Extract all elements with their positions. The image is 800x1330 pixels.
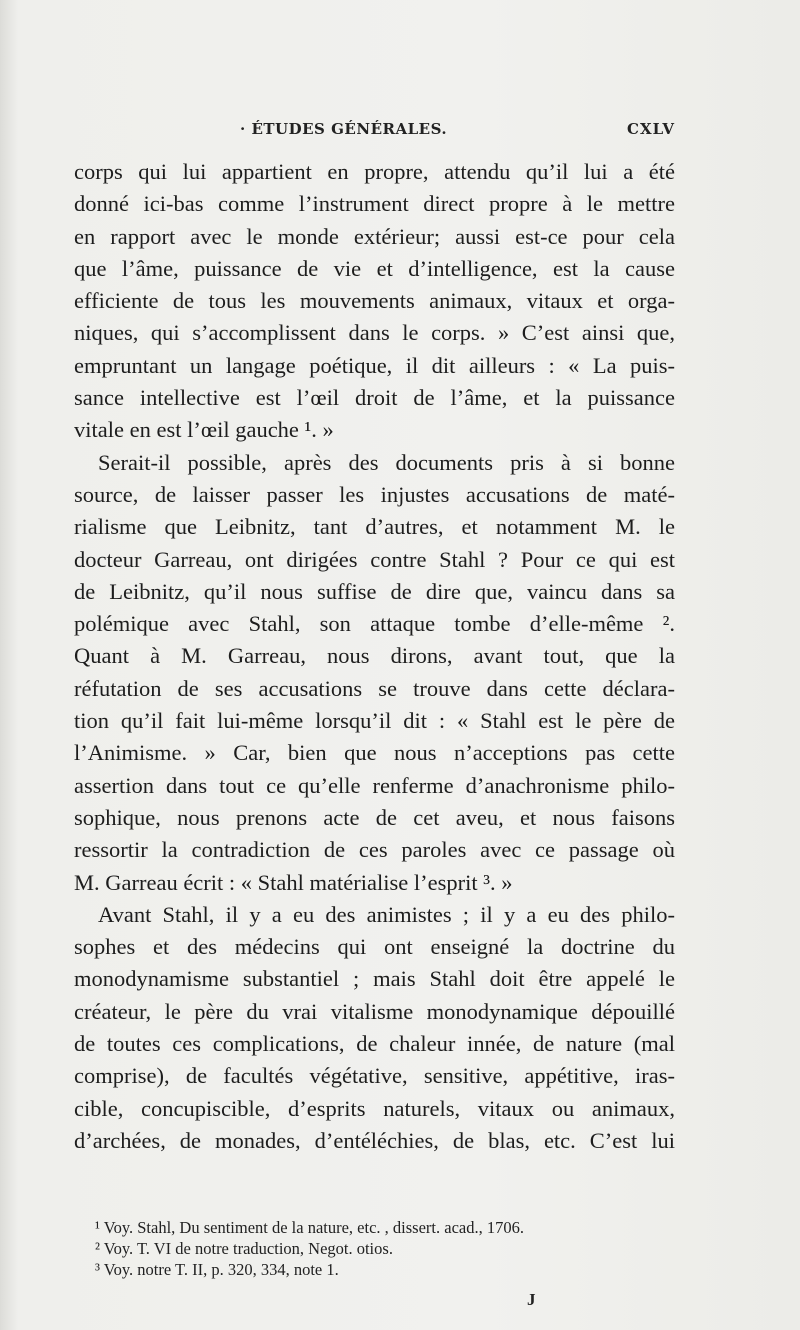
text-line: l’Animisme. » Car, bien que nous n’acceptions pas cette — [74, 740, 675, 766]
text-line: M. Garreau écrit : « Stahl matérialise l’esprit ³. » — [74, 869, 513, 895]
text-line: de toutes ces complications, de chaleur innée, de nature (mal — [74, 1031, 675, 1057]
text-line: niques, qui s’accomplissent dans le corps. » C’est ainsi que, — [74, 320, 675, 346]
text-line: réfutation de ses accusations se trouve dans cette déclara- — [74, 675, 675, 701]
text-line: sophes et des médecins qui ont enseigné la doctrine du — [74, 934, 675, 960]
text-line: empruntant un langage poétique, il dit ailleurs : « La puis- — [74, 352, 675, 378]
text-line: polémique avec Stahl, son attaque tombe d’elle-même ². — [74, 611, 675, 637]
text-line: en rapport avec le monde extérieur; aussi est-ce pour cela — [74, 223, 675, 249]
text-line: sophique, nous prenons acte de cet aveu, et nous faisons — [74, 804, 675, 830]
text-line: de Leibnitz, qu’il nous suffise de dire que, vaincu dans sa — [74, 578, 675, 604]
text-line: rialisme que Leibnitz, tant d’autres, et notamment M. le — [74, 514, 675, 540]
text-line: Serait-il possible, après des documents pris à si bonne — [98, 449, 675, 475]
page-number: CXLV — [627, 120, 675, 138]
text-line: corps qui lui appartient en propre, attendu qu’il lui a été — [74, 159, 675, 184]
footnote: ³ Voy. notre T. II, p. 320, 334, note 1. — [95, 1260, 339, 1279]
footnote: ² Voy. T. VI de notre traduction, Negot. otios. — [95, 1239, 393, 1258]
text-line: docteur Garreau, ont dirigées contre Stahl ? Pour ce qui est — [74, 546, 675, 572]
text-line: assertion dans tout ce qu’elle renferme d’anachronisme philo- — [74, 772, 675, 798]
text-line: comprise), de facultés végétative, sensitive, appétitive, iras- — [74, 1063, 675, 1089]
text-line: Quant à M. Garreau, nous dirons, avant tout, que la — [74, 643, 675, 669]
page-header — [75, 120, 675, 142]
footnotes — [95, 1217, 685, 1280]
text-line: d’archées, de monades, d’entéléchies, de blas, etc. C’est lui — [74, 1127, 675, 1153]
body-text — [74, 156, 675, 1157]
text-line: efficiente de tous les mouvements animaux, vitaux et orga- — [74, 288, 675, 314]
running-head: · ÉTUDES GÉNÉRALES. — [240, 120, 448, 138]
text-line: cible, concupiscible, d’esprits naturels, vitaux ou animaux, — [74, 1095, 675, 1121]
text-line: que l’âme, puissance de vie et d’intelligence, est la cause — [74, 255, 675, 281]
text-line: sance intellective est l’œil droit de l’âme, et la puissance — [74, 385, 675, 411]
text-line: Avant Stahl, il y a eu des animistes ; il y a eu des philo- — [98, 901, 675, 927]
text-line: vitale en est l’œil gauche ¹. » — [74, 417, 334, 443]
text-line: monodynamisme substantiel ; mais Stahl doit être appelé le — [74, 966, 675, 992]
printer-signature-mark: J — [527, 1290, 536, 1309]
text-line: créateur, le père du vrai vitalisme monodynamique dépouillé — [74, 998, 675, 1024]
text-line: ressortir la contradiction de ces paroles avec ce passage où — [74, 837, 675, 863]
footnote: ¹ Voy. Stahl, Du sentiment de la nature, etc. , dissert. acad., 1706. — [95, 1218, 524, 1237]
text-line: source, de laisser passer les injustes accusations de maté- — [74, 481, 675, 507]
text-line: tion qu’il fait lui-même lorsqu’il dit : « Stahl est le père de — [74, 708, 675, 734]
text-line: donné ici-bas comme l’instrument direct propre à le mettre — [74, 191, 675, 217]
